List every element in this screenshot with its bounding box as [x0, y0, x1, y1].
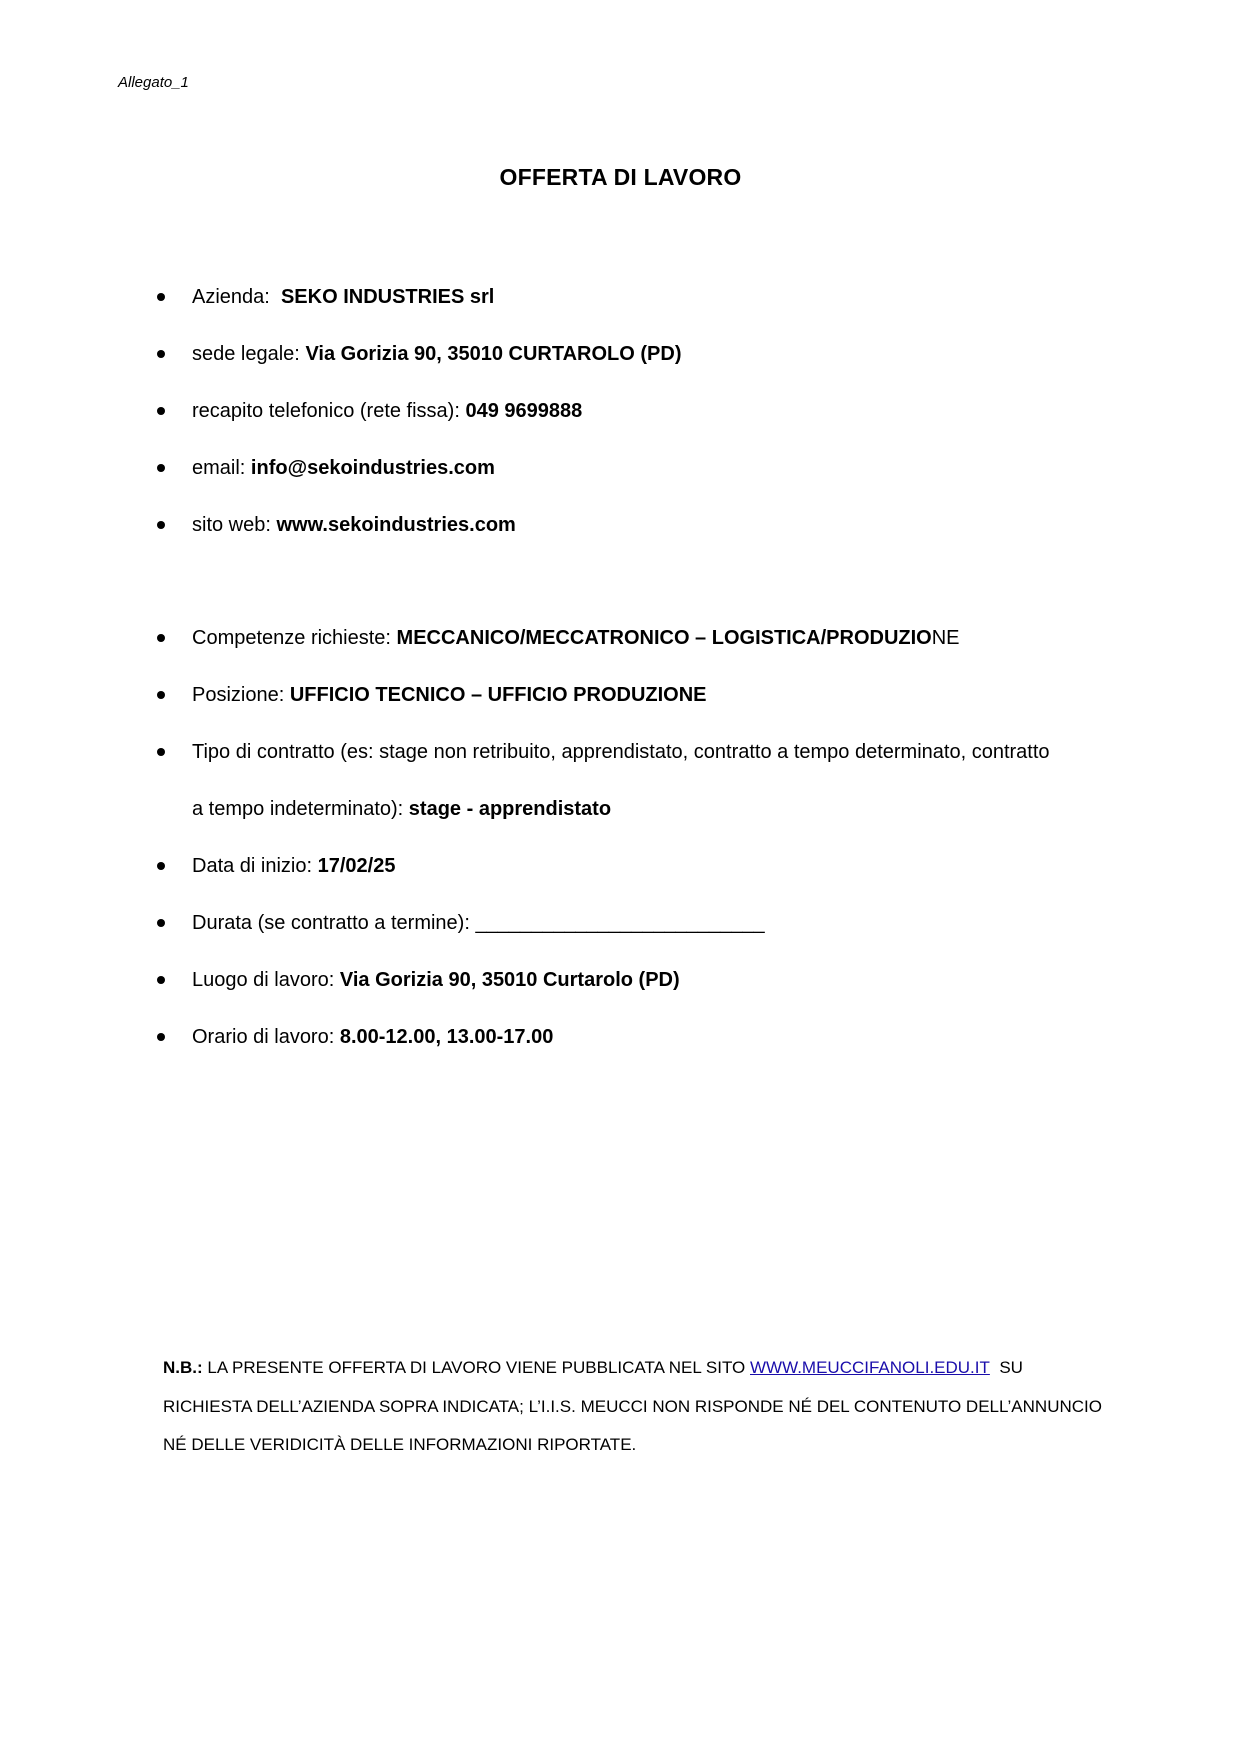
sede-value: Via Gorizia 90, 35010 CURTAROLO (PD)	[305, 343, 682, 365]
competenze-tail: NE	[931, 627, 960, 649]
list-item-durata	[192, 911, 765, 935]
list-item-competenze	[192, 626, 960, 650]
list-item-data-inizio	[192, 854, 395, 878]
list-item-sede	[192, 342, 681, 366]
note-tail-1: SU	[999, 1358, 1023, 1377]
list-item-azienda	[192, 285, 494, 309]
durata-label: Durata (se contratto a termine):	[192, 912, 470, 934]
contratto-label-line2: a tempo indeterminato):	[192, 798, 404, 820]
bullet-icon	[155, 740, 167, 764]
bullet-icon	[155, 683, 167, 707]
azienda-value: SEKO INDUSTRIES srl	[280, 286, 495, 308]
competenze-label: Competenze richieste:	[192, 627, 391, 649]
posizione-label: Posizione:	[192, 684, 285, 706]
orario-label: Orario di lavoro:	[192, 1026, 335, 1048]
bullet-icon	[155, 911, 167, 935]
list-item-posizione	[192, 683, 707, 707]
telefono-label: recapito telefonico (rete fissa):	[192, 400, 460, 422]
luogo-value: Via Gorizia 90, 35010 Curtarolo (PD)	[339, 969, 680, 991]
bullet-icon	[155, 1025, 167, 1049]
email-value: info@sekoindustries.com	[250, 457, 495, 479]
list-item-contratto-line1	[192, 740, 1050, 764]
bullet-icon	[155, 513, 167, 537]
website-link[interactable]: WWW.MEUCCIFANOLI.EDU.IT	[750, 1358, 990, 1377]
inizio-value: 17/02/25	[317, 855, 396, 877]
competenze-value: MECCANICO/MECCATRONICO – LOGISTICA/PRODUZIO	[396, 627, 932, 649]
contratto-label-line1: Tipo di contratto (es: stage non retribuito, apprendistato, contratto a tempo determinato, contratto	[192, 741, 1050, 763]
web-label: sito web:	[192, 514, 271, 536]
list-item-email	[192, 456, 495, 480]
bullet-icon	[155, 285, 167, 309]
bullet-icon	[155, 854, 167, 878]
note-line-2: RICHIESTA DELL’AZIENDA SOPRA INDICATA; L’I.I.S. MEUCCI NON RISPONDE NÉ DEL CONTENUTO DELL’ANNUNCIO	[163, 1397, 1102, 1416]
contratto-value: stage - apprendistato	[408, 798, 612, 820]
note-text-1: LA PRESENTE OFFERTA DI LAVORO VIENE PUBBLICATA NEL SITO	[207, 1358, 746, 1377]
bullet-icon	[155, 342, 167, 366]
list-item-orario	[192, 1025, 553, 1049]
list-item-sito-web	[192, 513, 516, 537]
bullet-icon	[155, 626, 167, 650]
telefono-value: 049 9699888	[465, 400, 583, 422]
azienda-label: Azienda:	[192, 286, 270, 308]
sede-label: sede legale:	[192, 343, 300, 365]
nb-label: N.B.:	[163, 1358, 203, 1377]
attachment-label: Allegato_1	[118, 74, 189, 91]
note-line-1	[163, 1357, 1023, 1379]
durata-blank: __________________________	[475, 912, 765, 934]
list-item-contratto-line2	[192, 797, 611, 821]
orario-value: 8.00-12.00, 13.00-17.00	[339, 1026, 554, 1048]
posizione-value: UFFICIO TECNICO – UFFICIO PRODUZIONE	[289, 684, 707, 706]
bullet-icon	[155, 399, 167, 423]
list-item-luogo	[192, 968, 680, 992]
luogo-label: Luogo di lavoro:	[192, 969, 335, 991]
web-value: www.sekoindustries.com	[276, 514, 516, 536]
inizio-label: Data di inizio:	[192, 855, 313, 877]
bullet-icon	[155, 456, 167, 480]
note-line-3: NÉ DELLE VERIDICITÀ DELLE INFORMAZIONI RIPORTATE.	[163, 1435, 637, 1454]
page-title: OFFERTA DI LAVORO	[499, 164, 742, 190]
list-item-telefono	[192, 399, 582, 423]
bullet-icon	[155, 968, 167, 992]
email-label: email:	[192, 457, 246, 479]
